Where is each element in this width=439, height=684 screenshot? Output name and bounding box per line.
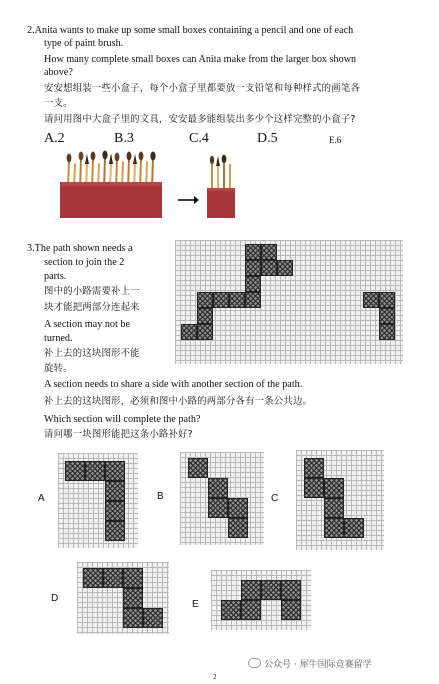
path-cell <box>277 260 293 276</box>
path-cell <box>213 292 229 308</box>
option-b-cell <box>188 458 208 478</box>
q3-side-line-6: A section may not be <box>44 319 131 330</box>
q2-option-d[interactable]: D.5 <box>257 131 278 146</box>
q3-line-1: A section needs to share a side with another section of the path. <box>44 379 303 390</box>
q2-options <box>44 131 374 149</box>
path-cell <box>245 292 261 308</box>
option-label-e[interactable]: E <box>192 599 199 610</box>
path-cell <box>181 324 197 340</box>
q2-line-4: above? <box>44 67 73 78</box>
option-a-cell <box>105 461 125 481</box>
option-b-cell <box>228 498 248 518</box>
option-c-cell <box>324 518 344 538</box>
option-e-cell <box>241 580 261 600</box>
q3-line-2: 补上去的这块图形，必须和图中小路的两部分各有一条公共边。 <box>44 396 313 407</box>
page-number: 2 <box>213 673 217 681</box>
option-c-cell <box>324 478 344 498</box>
option-d-cell <box>123 588 143 608</box>
wechat-icon <box>248 658 261 668</box>
q2-zh-line-3: 请问用图中大盒子里的文具，安安最多能组装出多少个这样完整的小盒子? <box>44 114 356 125</box>
option-e-cell <box>241 600 261 620</box>
q3-line-4: 请问哪一块图形能把这条小路补好? <box>44 429 193 440</box>
arrow-right-icon <box>178 196 199 204</box>
small-box <box>207 188 235 218</box>
q3-side-line-5: 块才能把两部分连起来 <box>44 302 140 313</box>
path-cell <box>245 260 261 276</box>
path-cell <box>245 244 261 260</box>
q3-side-line-2: section to join the 2 <box>44 257 125 268</box>
q2-zh-line-1: 安安想组装一些小盒子，每个小盒子里都要放一支铅笔和每种样式的画笔各 <box>44 83 360 94</box>
path-cell <box>245 276 261 292</box>
option-d-cell <box>143 608 163 628</box>
q3-side-line-1: 3.The path shown needs a <box>27 243 133 254</box>
path-cell <box>261 260 277 276</box>
option-e-cell <box>261 580 281 600</box>
path-cell <box>379 292 395 308</box>
small-box-brushes <box>210 155 230 192</box>
option-c-cell <box>344 518 364 538</box>
option-a-cell <box>65 461 85 481</box>
path-grid <box>175 240 403 364</box>
option-a-cell <box>105 481 125 501</box>
option-b-cell <box>208 498 228 518</box>
option-c-cell <box>324 498 344 518</box>
option-label-c[interactable]: C <box>271 493 279 504</box>
q3-side-line-8: 补上去的这块图形不能 <box>44 348 140 359</box>
q2-line-3: How many complete small boxes can Anita make from the larger box shown <box>44 54 357 65</box>
q2-option-e[interactable]: E.6 <box>329 135 342 145</box>
path-cell <box>379 308 395 324</box>
option-d-cell <box>83 568 103 588</box>
q3-line-3: Which section will complete the path? <box>44 414 201 425</box>
q3-side-line-9: 旋转。 <box>44 363 73 374</box>
q2-option-c[interactable]: C.4 <box>189 131 209 146</box>
option-c-cell <box>304 478 324 498</box>
option-label-a[interactable]: A <box>38 493 45 504</box>
option-a-cell <box>105 501 125 521</box>
option-b-cell <box>228 518 248 538</box>
q2-zh-line-2: 一支。 <box>44 98 73 109</box>
option-d-cell <box>123 608 143 628</box>
option-label-b[interactable]: B <box>157 491 164 502</box>
q3-side-line-4: 图中的小路需要补上一 <box>44 286 140 297</box>
q3-side-line-3: parts. <box>44 271 67 282</box>
path-cell <box>197 324 213 340</box>
path-cell <box>261 244 277 260</box>
path-cell <box>229 292 245 308</box>
large-box <box>60 182 162 218</box>
q2-line-1: 2.Anita wants to make up some small boxes containing a pencil and one of each <box>27 25 354 36</box>
path-cell <box>197 292 213 308</box>
path-cell <box>197 308 213 324</box>
option-d-grid[interactable] <box>77 562 169 634</box>
watermark-text: 公众号 · 犀牛国际竞赛留学 <box>264 660 372 670</box>
option-b-grid[interactable] <box>180 452 264 545</box>
option-a-cell <box>105 521 125 541</box>
option-d-cell <box>103 568 123 588</box>
path-cell <box>379 324 395 340</box>
option-e-cell <box>281 600 301 620</box>
option-c-grid[interactable] <box>296 450 384 550</box>
paint-box-illustration <box>60 150 250 220</box>
q3-side-line-7: turned. <box>44 333 73 344</box>
option-c-cell <box>304 458 324 478</box>
option-a-cell <box>85 461 105 481</box>
option-e-cell <box>221 600 241 620</box>
option-d-cell <box>123 568 143 588</box>
option-label-d[interactable]: D <box>51 593 59 604</box>
watermark <box>248 657 433 670</box>
path-cell <box>363 292 379 308</box>
q2-option-a[interactable]: A.2 <box>44 131 65 146</box>
q2-option-b[interactable]: B.3 <box>114 131 134 146</box>
option-e-grid[interactable] <box>211 570 311 630</box>
option-b-cell <box>208 478 228 498</box>
option-a-grid[interactable] <box>58 453 138 548</box>
option-e-cell <box>281 580 301 600</box>
q2-line-2: type of paint brush. <box>44 38 124 49</box>
